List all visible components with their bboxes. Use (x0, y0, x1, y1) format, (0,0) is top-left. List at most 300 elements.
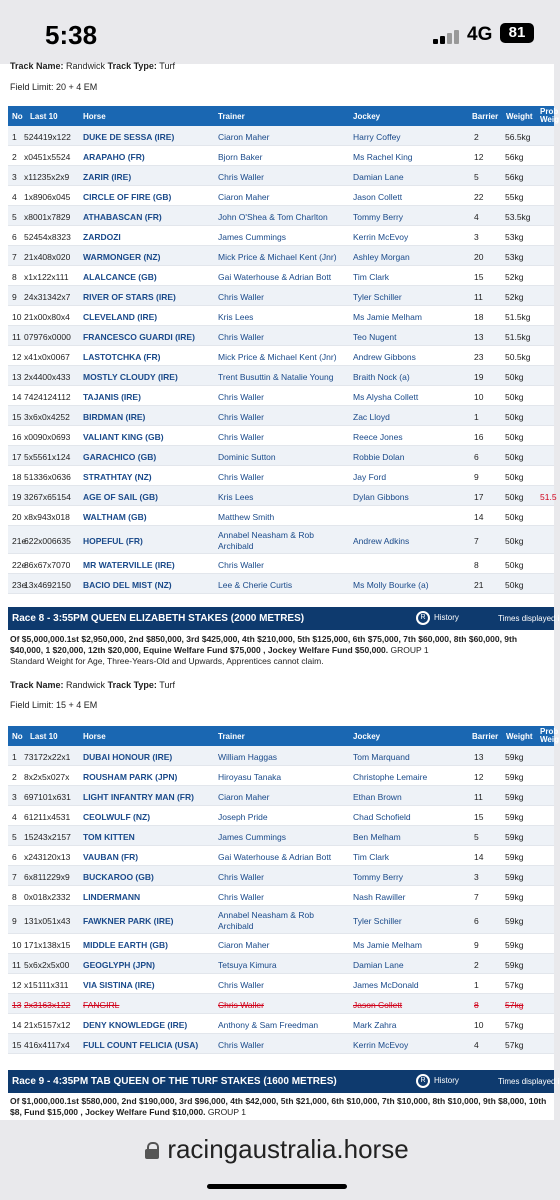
horse-link[interactable]: CIRCLE OF FIRE (GB) (83, 192, 172, 202)
jockey-link[interactable]: Dylan Gibbons (353, 492, 409, 502)
weight: 55kg (505, 192, 524, 202)
table-row (8, 486, 557, 506)
jockey-link[interactable]: Teo Nugent (353, 332, 397, 342)
jockey-link[interactable]: Ashley Morgan (353, 252, 410, 262)
barrier: 3 (474, 872, 479, 882)
jockey-link[interactable]: Ethan Brown (353, 792, 402, 802)
last-10-form: 7424124112 (24, 392, 71, 402)
jockey-link[interactable]: Tommy Berry (353, 872, 404, 882)
jockey-link[interactable]: Mark Zahra (353, 1020, 397, 1030)
last-10-form: 86x67x7070 (24, 560, 71, 570)
jockey-link[interactable]: Ms Jamie Melham (353, 940, 422, 950)
last-10-form: 2x3163x122 (24, 1000, 71, 1010)
weight: 59kg (505, 812, 524, 822)
horse-link[interactable]: TAJANIS (IRE) (83, 392, 141, 402)
clock: 5:38 (45, 20, 98, 50)
table-header: No Last 10 Horse Trainer Jockey Barrier Weight Prob Weig (8, 726, 554, 746)
runner-number: 8 (12, 272, 17, 282)
last-10-form: 5x6x2x5x00 (24, 960, 70, 970)
table-row (8, 846, 554, 866)
table-row (8, 906, 554, 934)
home-indicator[interactable] (207, 1184, 347, 1189)
history-button[interactable]: R History (416, 1074, 459, 1088)
runner-number: 18 (12, 472, 22, 482)
horse-link[interactable]: LIGHT INFANTRY MAN (FR) (83, 792, 194, 802)
web-page (0, 61, 560, 1120)
weight: 52kg (505, 292, 524, 302)
weight: 51.5kg (505, 332, 531, 342)
trainer-link[interactable]: Chris Waller (218, 172, 264, 182)
horse-link[interactable]: ZARIR (IRE) (83, 172, 132, 182)
table-row (8, 186, 554, 206)
trainer-link[interactable]: William Haggas (218, 752, 278, 762)
horse-link[interactable]: MOSTLY CLOUDY (IRE) (83, 372, 178, 382)
runner-number: 21e (12, 536, 27, 546)
runner-number: 10 (12, 312, 22, 322)
trainer-link[interactable]: Mick Price & Michael Kent (Jnr) (218, 252, 337, 262)
weight: 59kg (505, 792, 524, 802)
last-10-form: 3267x65154 (24, 492, 71, 502)
runner-number: 1 (12, 752, 17, 762)
table-row (8, 406, 554, 426)
last-10-form: 5x5561x124 (24, 452, 71, 462)
trainer-link[interactable]: Chris Waller (218, 332, 264, 342)
jockey-link[interactable]: James McDonald (353, 980, 419, 990)
trainer-link[interactable]: Chris Waller (218, 472, 264, 482)
lock-icon (145, 1142, 159, 1159)
weight: 50kg (505, 580, 524, 590)
table-row (8, 166, 554, 186)
trainer-link[interactable]: Kris Lees (218, 312, 254, 322)
table-row (8, 366, 554, 386)
table-row (8, 286, 554, 306)
jockey-link[interactable]: Andrew Gibbons (353, 352, 416, 362)
trainer-link[interactable]: Chris Waller (218, 892, 264, 902)
weight: 53kg (505, 232, 524, 242)
table-row (8, 554, 554, 574)
history-icon: R (416, 611, 430, 625)
horse-link[interactable]: ZARDOZI (83, 232, 121, 242)
probable-weight: 51.5 (540, 492, 557, 502)
trainer-link[interactable]: Chris Waller (218, 292, 264, 302)
race8-header (8, 607, 560, 630)
barrier: 11 (474, 292, 483, 302)
trainer-link[interactable]: Ciaron Maher (218, 192, 270, 202)
jockey-link[interactable]: Kerrin McEvoy (353, 1040, 409, 1050)
barrier: 2 (474, 132, 479, 142)
runner-number: 4 (12, 192, 17, 202)
trainer-link[interactable]: James Cummings (218, 832, 287, 842)
weight: 50.5kg (505, 352, 531, 362)
runner-number: 22e (12, 560, 27, 570)
jockey-link[interactable]: Jason Collett (353, 192, 403, 202)
weight: 53.5kg (505, 212, 531, 222)
horse-link[interactable]: DENY KNOWLEDGE (IRE) (83, 1020, 188, 1030)
history-button[interactable]: R History (416, 611, 459, 625)
runner-number: 16 (12, 432, 22, 442)
times-note: Times displayed i (498, 1077, 560, 1086)
barrier: 11 (474, 792, 483, 802)
trainer-link[interactable]: Chris Waller (218, 980, 264, 990)
trainer-link[interactable]: Chris Waller (218, 392, 264, 402)
barrier: 15 (474, 272, 484, 282)
jockey-link[interactable]: Tommy Berry (353, 212, 404, 222)
jockey-link[interactable]: Ben Melham (353, 832, 401, 842)
trainer-link[interactable]: Trent Busuttin & Natalie Young (218, 372, 334, 382)
table-row (8, 994, 554, 1014)
runner-number: 15 (12, 1040, 22, 1050)
trainer-link[interactable]: Hiroyasu Tanaka (218, 772, 282, 782)
trainer-link[interactable]: Bjorn Baker (218, 152, 263, 162)
table-row (8, 466, 554, 486)
jockey-link[interactable]: Reece Jones (353, 432, 403, 442)
horse-link[interactable]: DUBAI HONOUR (IRE) (83, 752, 173, 762)
runner-number: 3 (12, 172, 17, 182)
runner-number: 12 (12, 352, 22, 362)
weight: 50kg (505, 452, 524, 462)
runner-number: 6 (12, 232, 17, 242)
trainer-link[interactable]: Joseph Pride (218, 812, 268, 822)
horse-link[interactable]: FAWKNER PARK (IRE) (83, 916, 174, 926)
last-10-form: 52454x8323 (24, 232, 71, 242)
weight: 57kg (505, 1020, 524, 1030)
barrier: 1 (474, 412, 479, 422)
battery-icon: 81 (500, 23, 534, 43)
barrier: 5 (474, 172, 479, 182)
weight: 59kg (505, 960, 524, 970)
runner-number: 5 (12, 832, 17, 842)
horse-link[interactable]: LASTOTCHKA (FR) (83, 352, 161, 362)
runner-number: 2 (12, 772, 17, 782)
barrier: 22 (474, 192, 484, 202)
weight: 59kg (505, 892, 524, 902)
last-10-form: 13x4692150 (24, 580, 71, 590)
url-text[interactable]: racingaustralia.horse (167, 1134, 409, 1164)
table-row (8, 974, 554, 994)
horse-link[interactable]: FRANCESCO GUARDI (IRE) (83, 332, 195, 342)
barrier: 8 (474, 560, 479, 570)
table-row (8, 126, 554, 146)
weight: 50kg (505, 472, 524, 482)
weight: 59kg (505, 832, 524, 842)
table-row (8, 386, 554, 406)
last-10-form: x8x943x018 (24, 512, 70, 522)
horse-link[interactable]: FULL COUNT FELICIA (USA) (83, 1040, 199, 1050)
barrier: 19 (474, 372, 484, 382)
horse-link[interactable]: BIRDMAN (IRE) (83, 412, 146, 422)
table-row (8, 954, 554, 974)
jockey-link[interactable]: Jason Collett (353, 1000, 403, 1010)
runner-number: 19 (12, 492, 22, 502)
last-10-form: 622x006635 (24, 536, 71, 546)
runner-number: 8 (12, 892, 17, 902)
table-row (8, 934, 554, 954)
horse-link[interactable]: FANGIRL (83, 1000, 120, 1010)
runner-number: 11 (12, 960, 21, 970)
race8-runners-table (8, 746, 554, 1054)
last-10-form: x8001x7829 (24, 212, 71, 222)
barrier: 13 (474, 752, 484, 762)
network-type: 4G (467, 24, 493, 45)
barrier: 13 (474, 332, 484, 342)
weight: 50kg (505, 536, 524, 546)
race-title: Race 8 - 3:55PM QUEEN ELIZABETH STAKES (2000 METRES) (12, 613, 305, 624)
weight: 57kg (505, 980, 524, 990)
trainer-link[interactable]: Lee & Cherie Curtis (218, 580, 293, 590)
jockey-link[interactable]: Ms Jamie Melham (353, 312, 422, 322)
weight: 50kg (505, 432, 524, 442)
trainer-link[interactable]: Chris Waller (218, 432, 264, 442)
jockey-link[interactable]: Ms Alysha Collett (353, 392, 419, 402)
weight: 59kg (505, 852, 524, 862)
trainer-link[interactable]: Ciaron Maher (218, 792, 270, 802)
runner-number: 13 (12, 1000, 22, 1010)
last-10-form: x11235x2x9 (24, 172, 70, 182)
horse-link[interactable]: VIA SISTINA (IRE) (83, 980, 155, 990)
prize-money: Of $1,000,000.1st $580,000, 2nd $190,000, 3rd $96,000, 4th $42,000, 5th $21,000, 6th $10,000, 7th $10,000, 8th $10,000, 9th $8,000, 10th $8, Fund $15,000 , Jockey Welfare Fund $10,000. GROUP 1 (10, 1096, 547, 1117)
last-10-form: 8x2x5x027x (24, 772, 70, 782)
horse-link[interactable]: TOM KITTEN (83, 832, 135, 842)
barrier: 18 (474, 312, 484, 322)
weight: 50kg (505, 412, 524, 422)
barrier: 12 (474, 152, 484, 162)
last-10-form: 131x051x43 (24, 916, 71, 926)
barrier: 6 (474, 916, 479, 926)
barrier: 9 (474, 472, 479, 482)
table-header: No Last 10 Horse Trainer Jockey Barrier Weight Prob Weig (8, 106, 554, 126)
jockey-link[interactable]: Ms Molly Bourke (a) (353, 580, 429, 590)
trainer-link[interactable]: Ciaron Maher (218, 940, 270, 950)
weight: 59kg (505, 872, 524, 882)
runner-number: 1 (12, 132, 17, 142)
horse-link[interactable]: VALIANT KING (GB) (83, 432, 164, 442)
jockey-link[interactable]: Christophe Lemaire (353, 772, 428, 782)
jockey-link[interactable]: Nash Rawiller (353, 892, 406, 902)
trainer-link[interactable]: Kris Lees (218, 492, 254, 502)
weight: 50kg (505, 492, 524, 502)
runner-number: 2 (12, 152, 17, 162)
table-row (8, 266, 554, 286)
table-row (8, 574, 554, 594)
last-10-form: x0451x5524 (24, 152, 71, 162)
table-row (8, 246, 554, 266)
horse-link[interactable]: ALALCANCE (GB) (83, 272, 157, 282)
weight: 50kg (505, 372, 524, 382)
horse-link[interactable]: MR WATERVILLE (IRE) (83, 560, 175, 570)
table-row (8, 506, 554, 526)
runner-number: 6 (12, 852, 17, 862)
jockey-link[interactable]: Tyler Schiller (353, 916, 402, 926)
barrier: 10 (474, 1020, 484, 1030)
weight: 57kg (505, 1040, 524, 1050)
horse-link[interactable]: GARACHICO (GB) (83, 452, 157, 462)
last-10-form: 524419x122 (24, 132, 71, 142)
horse-link[interactable]: CEOLWULF (NZ) (83, 812, 151, 822)
last-10-form: 73172x22x1 (24, 752, 71, 762)
barrier: 17 (474, 492, 484, 502)
last-10-form: 171x138x15 (24, 940, 71, 950)
barrier: 4 (474, 1040, 479, 1050)
trainer-link[interactable]: James Cummings (218, 232, 287, 242)
jockey-link[interactable]: Damian Lane (353, 172, 404, 182)
trainer-link[interactable]: Chris Waller (218, 560, 264, 570)
trainer-link[interactable]: Ciaron Maher (218, 132, 270, 142)
trainer-link[interactable]: Annabel Neasham & Rob Archibald (218, 910, 314, 931)
table-row (8, 526, 554, 554)
horse-link[interactable]: MIDDLE EARTH (GB) (83, 940, 168, 950)
horse-link[interactable]: AGE OF SAIL (GB) (83, 492, 158, 502)
table-row (8, 346, 554, 366)
last-10-form: 3x6x0x4252 (24, 412, 70, 422)
weight: 50kg (505, 512, 524, 522)
jockey-link[interactable]: Braith Nock (a) (353, 372, 410, 382)
table-row (8, 146, 554, 166)
barrier: 12 (474, 772, 484, 782)
horse-link[interactable]: GEOGLYPH (JPN) (83, 960, 155, 970)
runner-number: 15 (12, 412, 22, 422)
jockey-link[interactable]: Tim Clark (353, 272, 390, 282)
runner-number: 20 (12, 512, 22, 522)
last-10-form: 07976x0000 (24, 332, 71, 342)
jockey-link[interactable]: Chad Schofield (353, 812, 411, 822)
horse-link[interactable]: BUCKAROO (GB) (83, 872, 154, 882)
trainer-link[interactable]: Annabel Neasham & Rob Archibald (218, 530, 314, 551)
table-row (8, 446, 554, 466)
barrier: 3 (474, 232, 479, 242)
barrier: 20 (474, 252, 484, 262)
runner-number: 9 (12, 292, 17, 302)
trainer-link[interactable]: Chris Waller (218, 412, 264, 422)
weight: 59kg (505, 752, 524, 762)
horse-link[interactable]: HOPEFUL (FR) (83, 536, 143, 546)
trainer-link[interactable]: Chris Waller (218, 1000, 264, 1010)
table-row (8, 866, 554, 886)
barrier: 10 (474, 392, 484, 402)
last-10-form: 416x4117x4 (24, 1040, 70, 1050)
barrier: 8 (474, 1000, 479, 1010)
last-10-form: x41x0x0067 (24, 352, 70, 362)
trainer-link[interactable]: Mick Price & Michael Kent (Jnr) (218, 352, 337, 362)
jockey-link[interactable]: Kerrin McEvoy (353, 232, 409, 242)
horse-link[interactable]: VAUBAN (FR) (83, 852, 139, 862)
table-row (8, 746, 554, 766)
barrier: 14 (474, 852, 484, 862)
jockey-link[interactable]: Damian Lane (353, 960, 404, 970)
barrier: 23 (474, 352, 484, 362)
runner-number: 10 (12, 940, 22, 950)
barrier: 7 (474, 536, 479, 546)
trainer-link[interactable]: John O'Shea & Tom Charlton (218, 212, 328, 222)
weight: 56kg (505, 172, 524, 182)
horse-link[interactable]: CLEVELAND (IRE) (83, 312, 158, 322)
last-10-form: 6x811229x9 (24, 872, 70, 882)
runner-number: 5 (12, 212, 17, 222)
table-row (8, 806, 554, 826)
runner-number: 9 (12, 916, 17, 926)
barrier: 14 (474, 512, 484, 522)
weight: 50kg (505, 560, 524, 570)
horse-link[interactable]: LINDERMANN (83, 892, 141, 902)
table-row (8, 786, 554, 806)
table-row (8, 206, 554, 226)
trainer-link[interactable]: Anthony & Sam Freedman (218, 1020, 319, 1030)
trainer-link[interactable]: Matthew Smith (218, 512, 275, 522)
runner-number: 7 (12, 252, 17, 262)
horse-link[interactable]: DUKE DE SESSA (IRE) (83, 132, 175, 142)
horse-link[interactable]: BACIO DEL MIST (NZ) (83, 580, 172, 590)
runner-number: 23e (12, 580, 27, 590)
horse-link[interactable]: RIVER OF STARS (IRE) (83, 292, 176, 302)
barrier: 16 (474, 432, 484, 442)
jockey-link[interactable]: Tyler Schiller (353, 292, 402, 302)
race9-header (8, 1070, 560, 1093)
table-row (8, 1014, 554, 1034)
last-10-form: 21x5157x12 (24, 1020, 71, 1030)
runner-number: 7 (12, 872, 17, 882)
barrier: 6 (474, 452, 479, 462)
table-row (8, 886, 554, 906)
trainer-link[interactable]: Chris Waller (218, 872, 264, 882)
jockey-link[interactable]: Jay Ford (353, 472, 387, 482)
weight: 59kg (505, 940, 524, 950)
barrier: 2 (474, 960, 479, 970)
jockey-link[interactable]: Andrew Adkins (353, 536, 410, 546)
weight: 59kg (505, 916, 524, 926)
barrier: 4 (474, 212, 479, 222)
runner-number: 12 (12, 980, 22, 990)
jockey-link[interactable]: Harry Coffey (353, 132, 401, 142)
runner-number: 13 (12, 372, 22, 382)
track-info: Track Name: Randwick Track Type: Turf (10, 680, 175, 690)
trainer-link[interactable]: Dominic Sutton (218, 452, 276, 462)
horse-link[interactable]: WARMONGER (NZ) (83, 252, 161, 262)
barrier: 21 (474, 580, 484, 590)
table-row (8, 826, 554, 846)
horse-link[interactable]: ATHABASCAN (FR) (83, 212, 162, 222)
weight: 52kg (505, 272, 524, 282)
field-limit: Field Limit: 15 + 4 EM (10, 700, 98, 710)
table-row (8, 306, 554, 326)
table-row (8, 326, 554, 346)
last-10-form: 24x31342x7 (24, 292, 71, 302)
jockey-link[interactable]: Tim Clark (353, 852, 390, 862)
jockey-link[interactable]: Zac Lloyd (353, 412, 390, 422)
trainer-link[interactable]: Gai Waterhouse & Adrian Bott (218, 272, 332, 282)
jockey-link[interactable]: Ms Rachel King (353, 152, 413, 162)
last-10-form: 21x408x020 (24, 252, 71, 262)
last-10-form: 21x00x80x4 (24, 312, 70, 322)
weight: 50kg (505, 392, 524, 402)
last-10-form: 0x018x2332 (24, 892, 71, 902)
weight: 51.5kg (505, 312, 531, 322)
trainer-link[interactable]: Gai Waterhouse & Adrian Bott (218, 852, 332, 862)
runner-number: 4 (12, 812, 17, 822)
runner-number: 11 (12, 332, 21, 342)
table-row (8, 766, 554, 786)
barrier: 15 (474, 812, 484, 822)
jockey-link[interactable]: Tom Marquand (353, 752, 410, 762)
jockey-link[interactable]: Robbie Dolan (353, 452, 405, 462)
horse-link[interactable]: ARAPAHO (FR) (83, 152, 145, 162)
barrier: 7 (474, 892, 479, 902)
trainer-link[interactable]: Tetsuya Kimura (218, 960, 277, 970)
horse-link[interactable]: WALTHAM (GB) (83, 512, 147, 522)
trainer-link[interactable]: Chris Waller (218, 1040, 264, 1050)
horse-link[interactable]: STRATHTAY (NZ) (83, 472, 152, 482)
horse-link[interactable]: ROUSHAM PARK (JPN) (83, 772, 178, 782)
race-title: Race 9 - 4:35PM TAB QUEEN OF THE TURF STAKES (1600 METRES) (12, 1076, 337, 1087)
weight: 57kg (505, 1000, 524, 1010)
